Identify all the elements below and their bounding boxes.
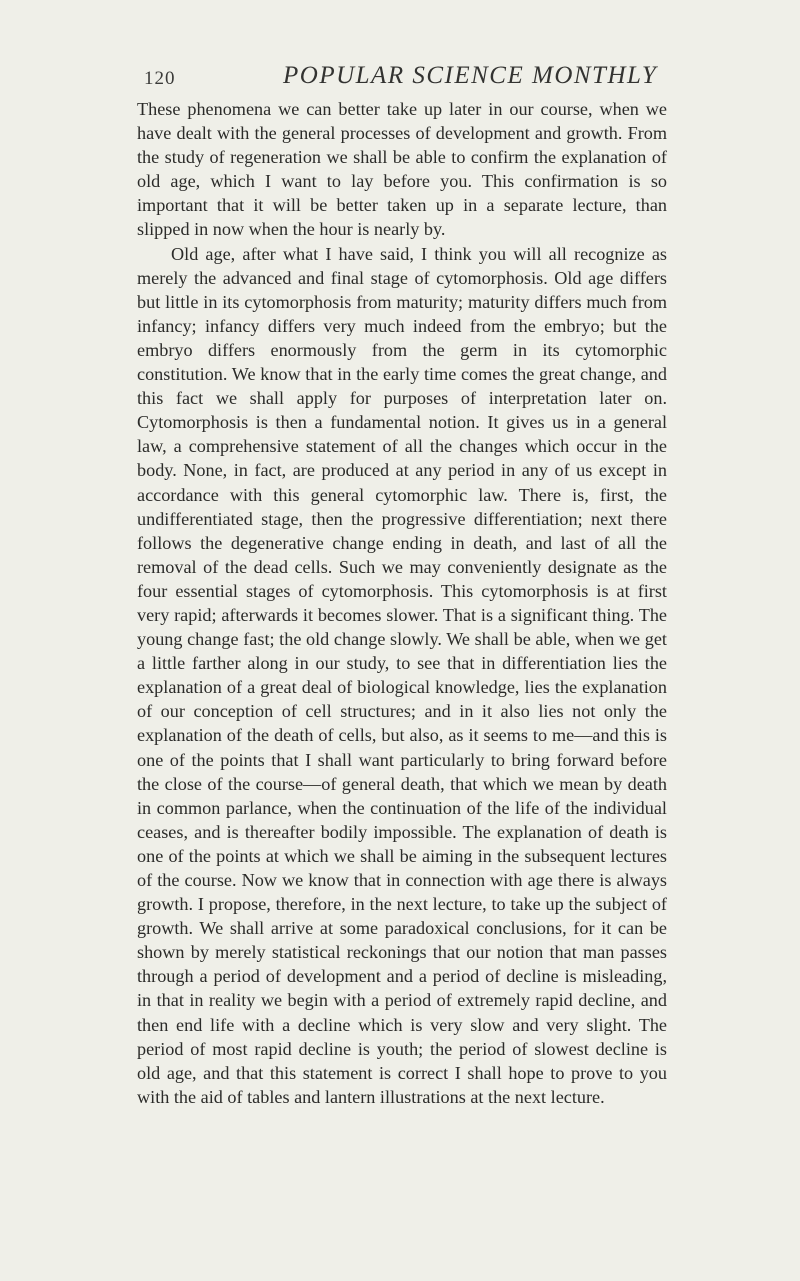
running-head: POPULAR SCIENCE MONTHLY xyxy=(283,62,658,89)
paragraph-2: Old age, after what I have said, I think you will all recognize as merely the advanced and final stage of cytomorphosis. Old age differs but little in its cytomorphosis from maturity; maturity differs much from infancy; infancy differs very much indeed from the embryo; but the embryo differs enormously from the germ in its cytomorphic constitution. We know that in the early time comes the great change, and this fact we shall apply for purposes of interpretation later on. Cytomorphosis is then a fundamental notion. It gives us in a general law, a comprehensive statement of all the changes which occur in the body. None, in fact, are produced at any period in any of us except in accordance with this general cytomorphic law. There is, first, the undifferentiated stage, then the progressive differentiation; next there follows the degenerative change ending in death, and last of all the removal of the dead cells. Such we may conveniently designate as the four essential stages of cytomorphosis. This cytomorphosis is at first very rapid; afterwards it becomes slower. That is a significant thing. The young change fast; the old change slowly. We shall be able, when we get a little farther along in our study, to see that in differentiation lies the explanation of a great deal of biological knowledge, lies the explanation of our conception of cell structures; and in it also lies not only the explanation of the death of cells, but also, as it seems to me—and this is one of the points that I shall want particularly to bring forward before the close of the course—of general death, that which we mean by death in common parlance, when the continuation of the life of the individual ceases, and is thereafter bodily impossible. The explanation of death is one of the points at which we shall be aiming in the subsequent lectures of the course. Now we know that in connection with age there is always growth. I propose, therefore, in the next lecture, to take up the subject of growth. We shall arrive at some paradoxical conclusions, for it can be shown by merely statistical reckonings that our notion that man passes through a period of development and a period of decline is misleading, in that in reality we begin with a period of extremely rapid decline, and then end life with a decline which is very slow and very slight. The period of most rapid decline is youth; the period of slowest decline is old age, and that this statement is correct I shall hope to prove to you with the aid of tables and lantern illustrations at the next lecture. xyxy=(137,243,667,1107)
page-number: 120 xyxy=(144,68,176,89)
body-text xyxy=(137,97,667,1109)
paragraph-1: These phenomena we can better take up later in our course, when we have dealt with the general processes of development and growth. From the study of regeneration we shall be able to confirm the explanation of old age, which I want to lay before you. This confirmation is so important that it will be better taken up in a separate lecture, than slipped in now when the hour is nearly by. xyxy=(137,99,667,240)
